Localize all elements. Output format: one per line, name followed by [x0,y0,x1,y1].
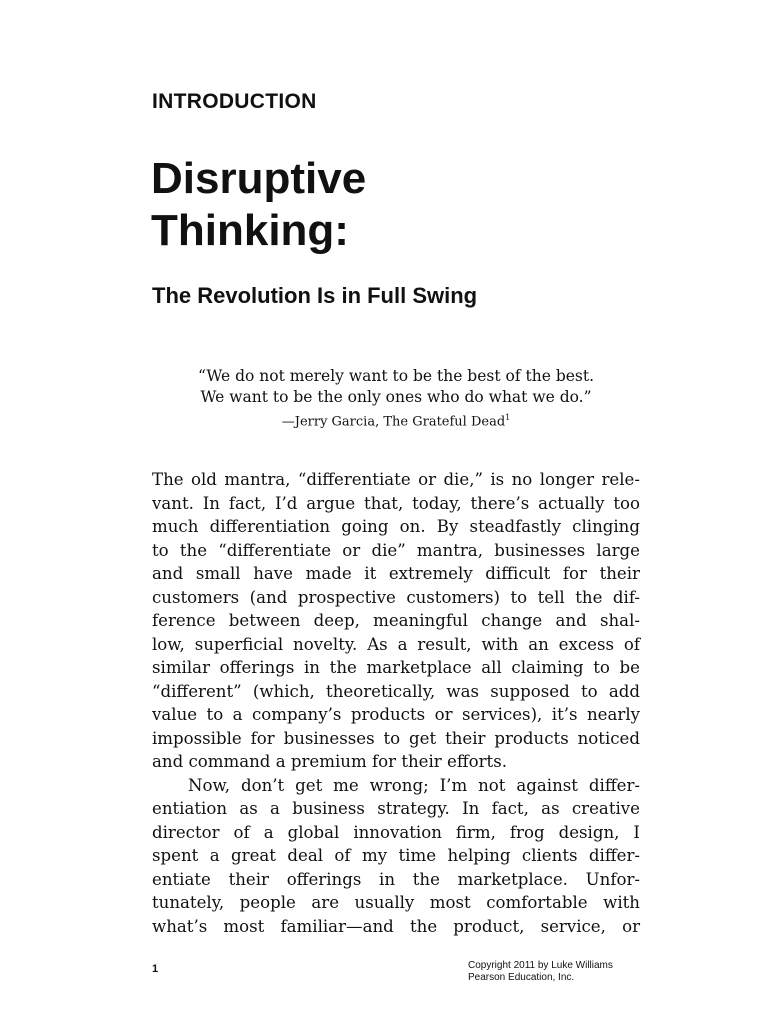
body-line: and command a premium for their efforts. [152,752,508,771]
body-line: ference between deep, meaningful change and shal- [152,611,640,630]
body-line: Now, don’t get me wrong; I’m not against differ- [188,775,640,795]
body-line: entiation as a business strategy. In fact, as creative [152,799,640,818]
body-line: tunately, people are usually most comfortable with [152,893,640,912]
body-line: much differentiation going on. By steadfastly clinging [152,517,640,536]
body-line: impossible for businesses to get their products noticed [152,728,640,748]
body-line: The old mantra, “differentiate or die,” is no longer rele- [152,470,640,489]
epigraph-line-1: “We do not merely want to be the best of the best. [197,367,595,385]
body-line: vant. In fact, I’d argue that, today, there’s actually too [152,493,640,513]
body-line: “different” (which, theoretically, was supposed to add [152,681,640,701]
body-line: value to a company’s products or services), it’s nearly [152,705,640,724]
epigraph-attribution: —Jerry Garcia, The Grateful Dead [281,414,506,430]
copyright-line-1: Copyright 2011 by Luke Williams [468,960,613,971]
epigraph [152,366,640,432]
copyright-line-2: Pearson Education, Inc. [468,972,575,983]
body-line: what’s most familiar—and the product, service, or [152,916,640,936]
copyright-notice [468,960,613,984]
body-line: low, superficial novelty. As a result, with an excess of [152,634,640,654]
body-line: spent a great deal of my time helping clients differ- [152,846,640,865]
epigraph-attribution-wrap [152,408,640,432]
page-number: 1 [152,963,159,975]
body-line: similar offerings in the marketplace all claiming to be [152,658,640,677]
body-line: customers (and prospective customers) to tell the dif- [152,587,640,607]
body-line: to the “differentiate or die” mantra, businesses large [152,540,640,560]
body-line: and small have made it extremely difficult for their [152,564,640,583]
chapter-kicker: INTRODUCTION [152,90,317,113]
body-line: director of a global innovation firm, frog design, I [152,822,640,842]
chapter-title-line-2: Thinking: [151,206,349,255]
footnote-marker[interactable]: 1 [505,413,511,422]
body-text [152,468,640,938]
body-line: entiate their offerings in the marketplace. Unfor- [152,869,640,889]
chapter-title-line-1: Disruptive [151,154,367,203]
chapter-subtitle: The Revolution Is in Full Swing [152,283,478,308]
epigraph-line-2: We want to be the only ones who do what we do.” [200,388,592,406]
chapter-title [151,153,631,257]
